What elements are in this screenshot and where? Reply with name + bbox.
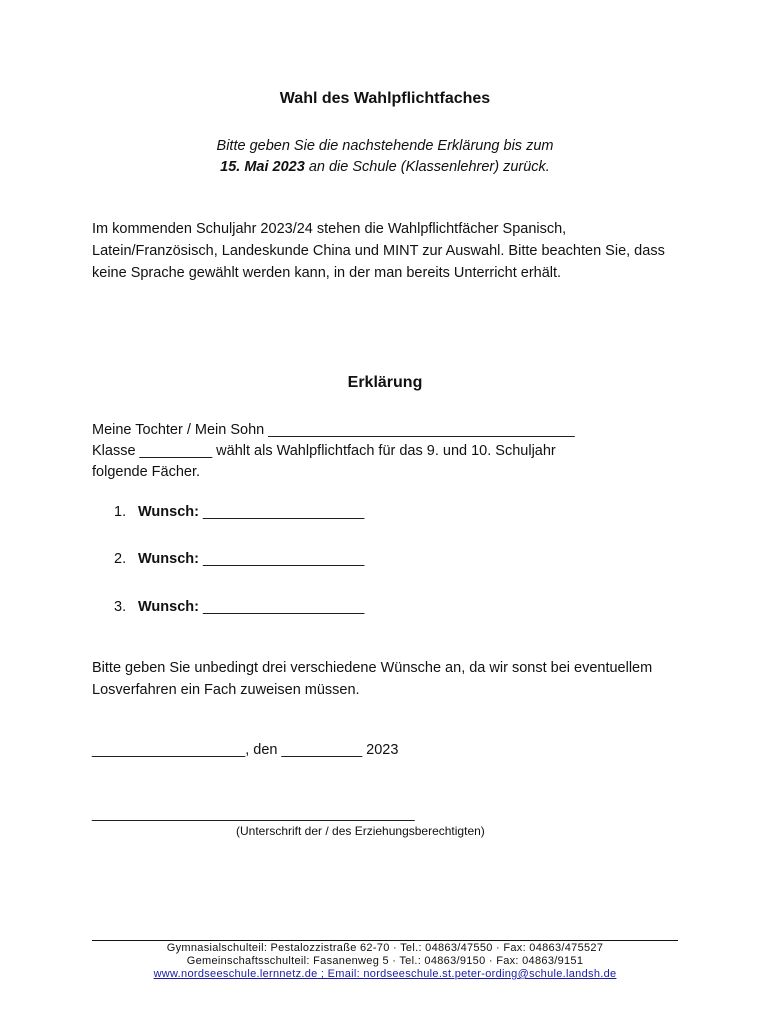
email-link[interactable]: nordseeschule.st.peter-ording@schule.landsh.de: [363, 968, 617, 980]
child-name-line: Meine Tochter / Mein Sohn ______________________________________: [92, 422, 575, 438]
email-separator: ; Email:: [317, 968, 364, 980]
wish-blank-field[interactable]: ____________________: [198, 551, 365, 567]
footer-links: [0, 968, 770, 981]
wish-label: Wunsch:: [138, 551, 199, 567]
intro-paragraph: Im kommenden Schuljahr 2023/24 stehen die Wahlpflichtfächer Spanisch, Latein/Französisch, Landeskunde China und MINT zur Auswahl. Bitte beachten Sie, dass keine Sprache gewählt werden kann, in der man bereits Unterricht erhält.: [92, 221, 665, 281]
deadline-date: 15. Mai 2023: [220, 159, 305, 175]
footer-gymnasium-contact: Gymnasialschulteil: Pestalozzistraße 62-70 · Tel.: 04863/47550 · Fax: 04863/475527: [166, 942, 604, 954]
return-instruction: [0, 136, 770, 178]
subjects-line: folgende Fächer.: [92, 464, 201, 480]
school-footer: [0, 942, 770, 981]
instruction-line-2: [0, 157, 770, 178]
wish-number: 1.: [114, 504, 127, 520]
three-wishes-note: Bitte geben Sie unbedingt drei verschiedene Wünsche an, da wir sonst bei eventuellem Losverfahren ein Fach zuweisen müssen.: [92, 660, 653, 698]
wish-label: Wunsch:: [138, 599, 199, 615]
wish-item-2: [114, 551, 364, 567]
document-title: Wahl des Wahlpflichtfaches: [279, 90, 491, 107]
class-line: Klasse _________ wählt als Wahlpflichtfach für das 9. und 10. Schuljahr: [92, 443, 556, 459]
declaration-text: [92, 420, 682, 483]
instruction-line-1: Bitte geben Sie die nachstehende Erklärung bis zum: [216, 138, 554, 154]
wish-label: Wunsch:: [138, 504, 199, 520]
signature-caption: (Unterschrift der / des Erziehungsberechtigten): [236, 824, 485, 838]
place-date-field[interactable]: ___________________, den __________ 2023: [92, 742, 399, 758]
footer-gemeinschaftsschule-contact: Gemeinschaftsschulteil: Fasanenweg 5 · Tel.: 04863/9150 · Fax: 04863/9151: [186, 955, 584, 967]
wish-blank-field[interactable]: ____________________: [198, 599, 365, 615]
footer-divider: [92, 940, 678, 941]
declaration-heading: Erklärung: [347, 374, 423, 391]
wish-item-1: [114, 504, 364, 520]
wish-blank-field[interactable]: ____________________: [198, 504, 365, 520]
website-link[interactable]: www.nordseeschule.lernnetz.de: [153, 968, 318, 980]
instruction-line-2-rest: an die Schule (Klassenlehrer) zurück.: [304, 159, 550, 175]
signature-field[interactable]: ________________________________________: [92, 806, 415, 822]
wish-number: 3.: [114, 599, 127, 615]
wish-number: 2.: [114, 551, 127, 567]
wish-item-3: [114, 599, 364, 615]
